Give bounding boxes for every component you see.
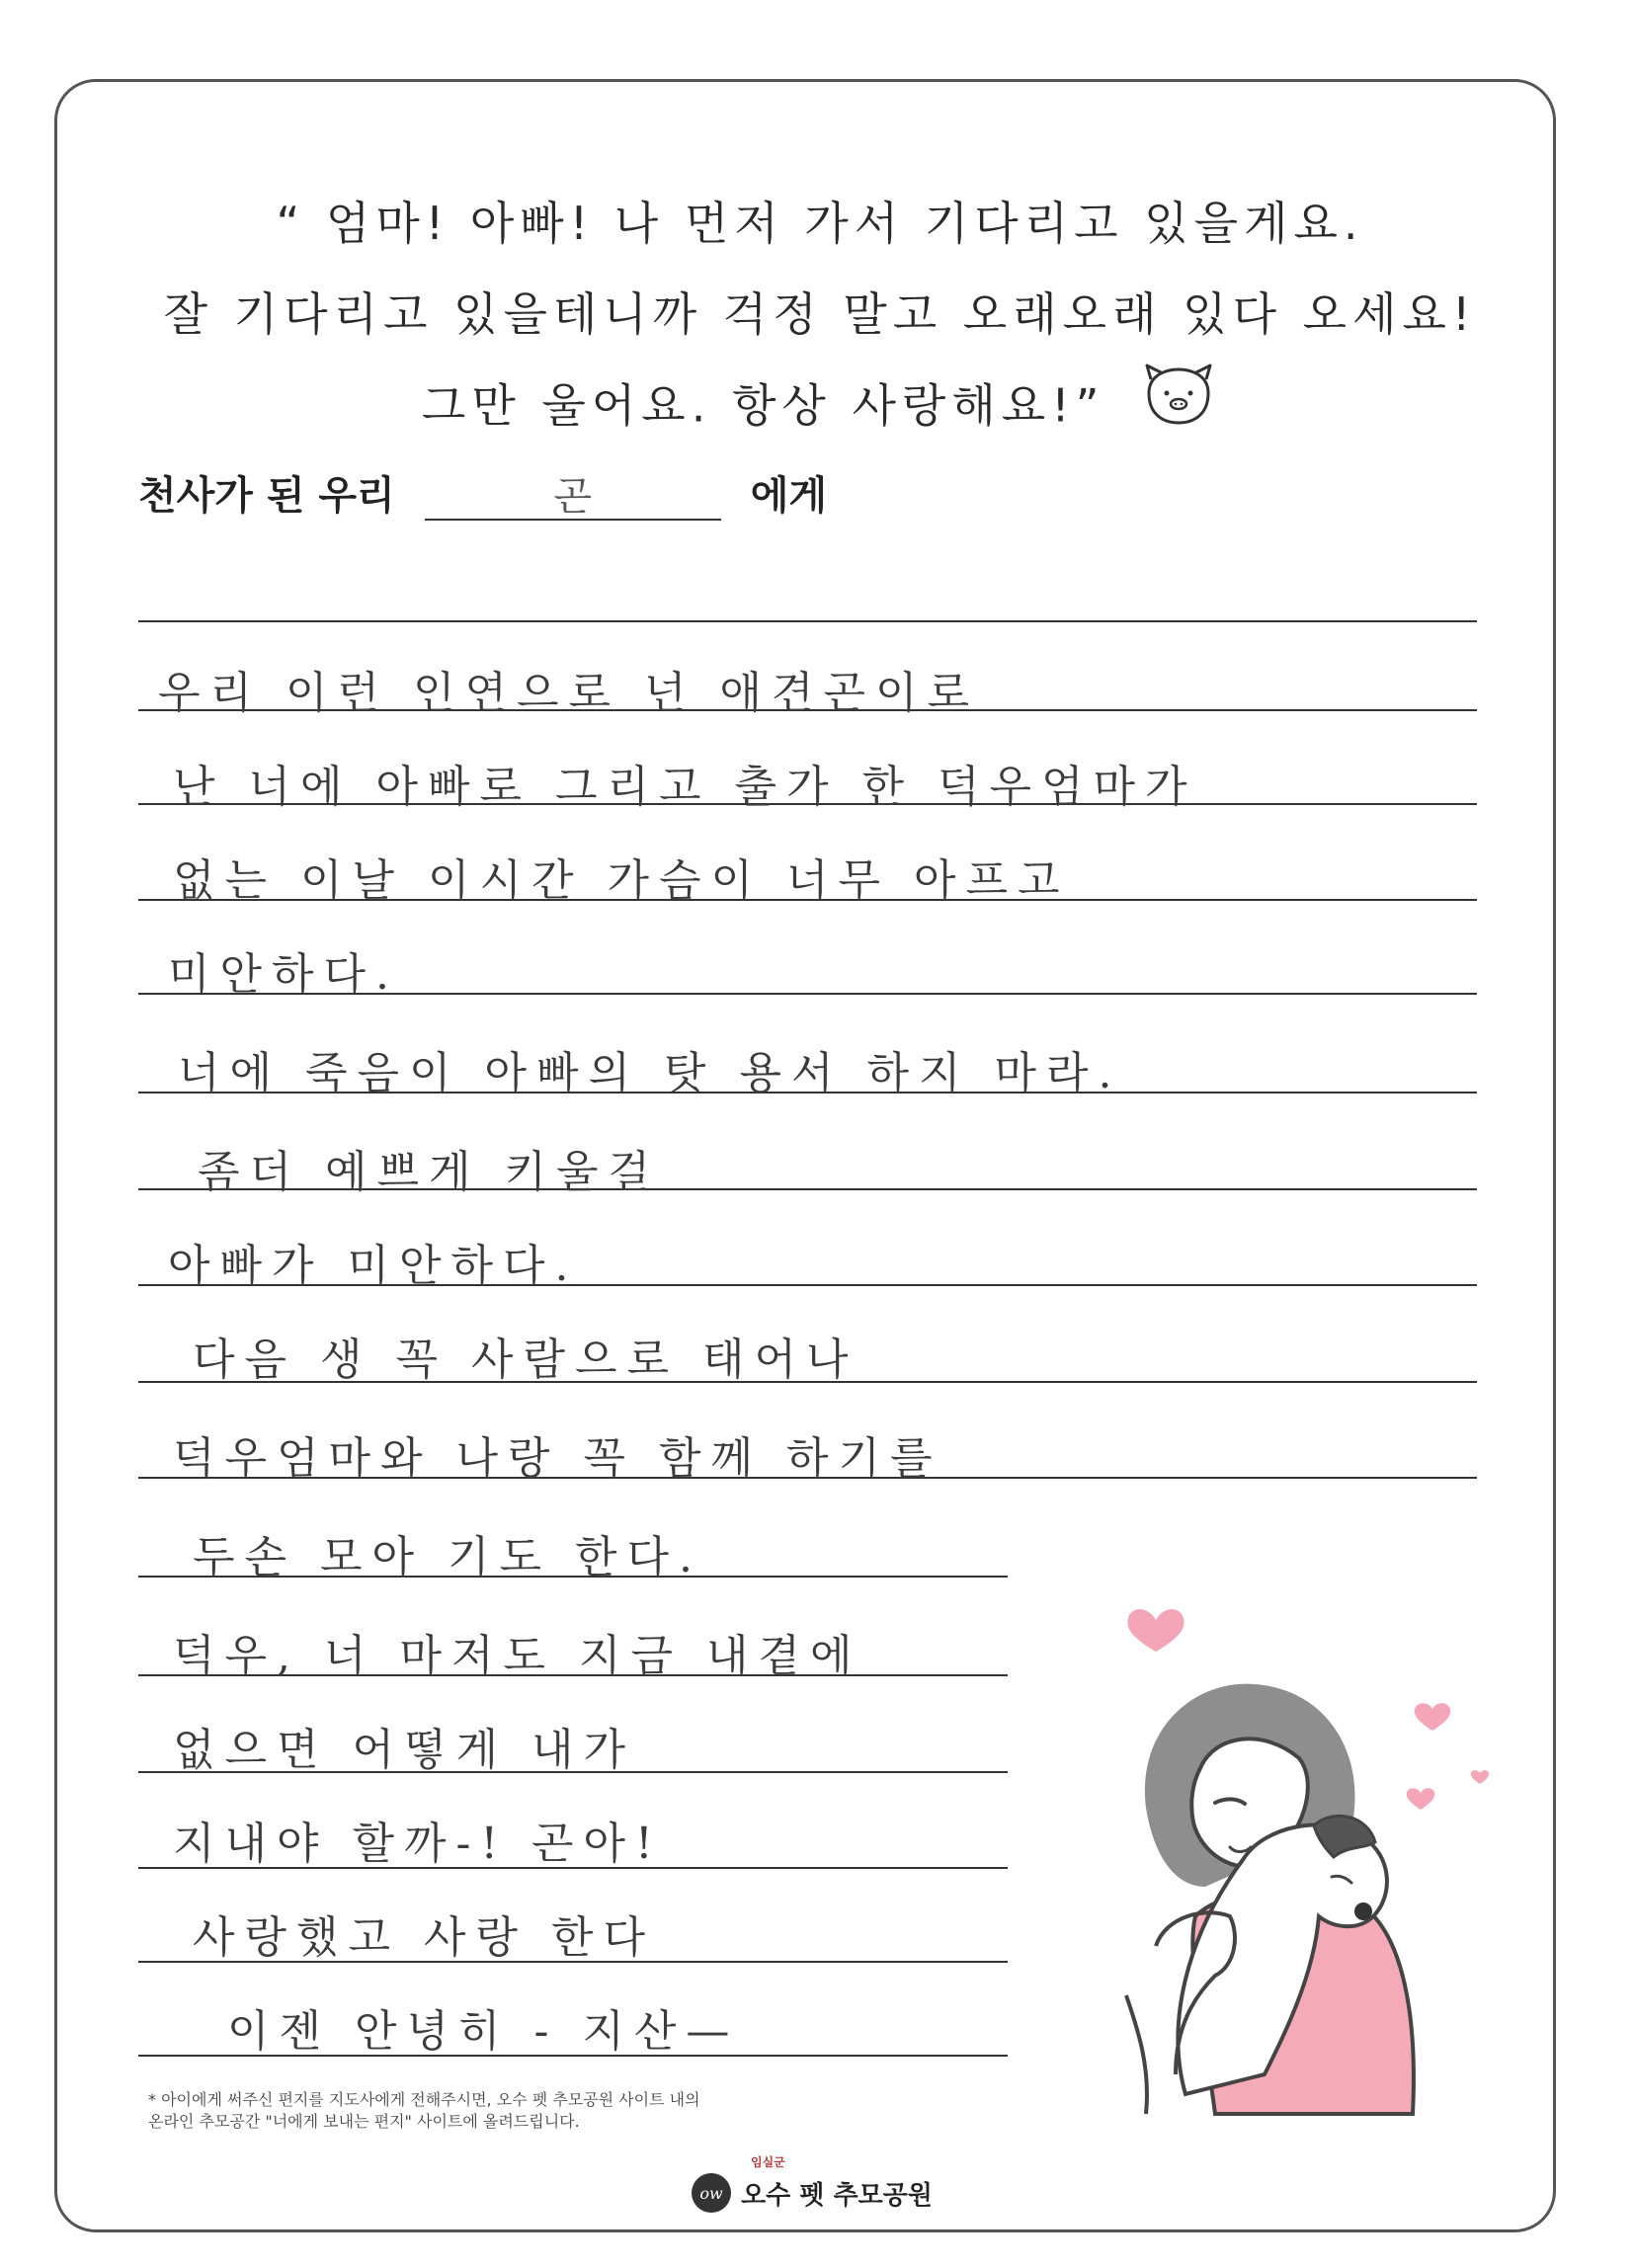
quote-line-1: “ 엄마! 아빠! 나 먼저 가서 기다리고 있을게요. <box>276 197 1364 250</box>
printed-quote <box>138 178 1502 458</box>
letter-line: 우리 이런 인연으로 넌 애견곤이로 <box>158 668 979 718</box>
letter-line: 없으면 어떻게 내가 <box>173 1725 636 1775</box>
letter-line: 미안하다. <box>168 949 400 1000</box>
footnote <box>148 2089 700 2133</box>
ow-logo-icon: ow <box>692 2173 731 2213</box>
quote-line-3-text: 그만 울어요. 항상 사랑해요!” <box>421 378 1105 433</box>
letter-line: 덕우, 너 마저도 지금 내곁에 <box>173 1631 862 1681</box>
letter-line: 두손 모아 기도 한다. <box>193 1532 702 1582</box>
letter-line: 아빠가 미안하다. <box>168 1241 579 1291</box>
quote-line-2: 잘 기다리고 있을테니까 걱정 말고 오래오래 있다 오세요! <box>163 287 1477 341</box>
quote-line-3 <box>138 360 1502 458</box>
letter-line: 지내야 할까-! 곤아! <box>173 1819 663 1869</box>
brand-footer <box>692 2173 933 2213</box>
letter-line: 덕우엄마와 나랑 꼭 함께 하기를 <box>173 1433 942 1484</box>
letter-line: 없는 이날 이시간 가슴이 너무 아프고 <box>173 855 1070 906</box>
ruled-line <box>138 620 1477 622</box>
recipient-header <box>138 464 827 521</box>
footnote-line-2: 온라인 추모공간 "너에게 보내는 편지" 사이트에 올려드립니다. <box>148 2112 580 2131</box>
pig-face-icon <box>1139 360 1218 458</box>
pet-name-field: 곤 <box>425 465 721 521</box>
letter-line: 난 너에 아빠로 그리고 출가 한 덕우엄마가 <box>173 762 1197 812</box>
letter-line: 이젠 안녕히 - 지산— <box>227 2006 740 2057</box>
footnote-line-1: * 아이에게 써주신 편지를 지도사에게 전해주시면, 오수 펫 추모공원 사이트 내의 <box>148 2090 700 2109</box>
letter-line: 너에 죽음이 아빠의 탓 용서 하지 마라. <box>178 1048 1122 1098</box>
brand-region-label: 임실군 <box>751 2155 785 2169</box>
letter-line: 다음 생 꼭 사람으로 태어나 <box>193 1335 858 1385</box>
header-prefix: 천사가 된 우리 <box>138 473 395 519</box>
brand-name: 오수 펫 추모공원 <box>741 2180 933 2211</box>
letter-line: 좀더 예쁘게 키울걸 <box>198 1147 661 1197</box>
letter-line: 사랑했고 사랑 한다 <box>193 1912 656 1963</box>
header-suffix: 에게 <box>750 473 827 519</box>
woman-hugging-dog-illustration <box>1067 1561 1502 2138</box>
